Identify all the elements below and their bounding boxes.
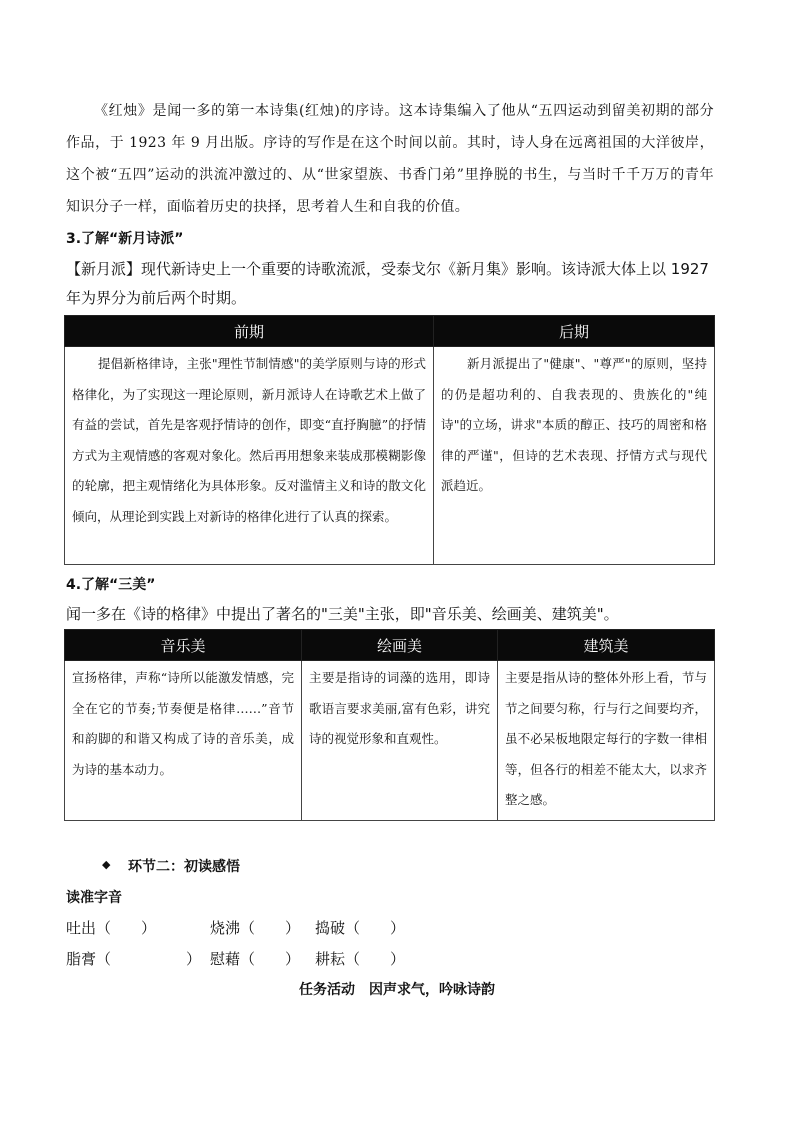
table-header-painting: 绘画美 bbox=[302, 630, 498, 661]
table-header-architecture: 建筑美 bbox=[498, 630, 715, 661]
section-3-heading: 3.了解“新月诗派” bbox=[66, 231, 184, 247]
table-header-late: 后期 bbox=[434, 316, 715, 347]
early-period-cell: 提倡新格律诗，主张"理性节制情感"的美学原则与诗的形式格律化，为了实现这一理论原则，新月派诗人在诗歌艺术上做了有益的尝试，首先是客观抒情诗的创作，即变“直抒胸臆”的抒情方式为主观情感的客观对象化。然后再用想象来装成那模糊影像的轮廓，把主观情绪化为具体形象。反对滥情主义和诗的散文化倾向，从理论到实践上对新诗的格律化进行了认真的探索。 bbox=[65, 347, 434, 565]
task-activity-title: 任务活动 因声求气，吟咏诗韵 bbox=[299, 982, 495, 998]
pronunciation-item: 捣破（ ） bbox=[315, 919, 406, 937]
section-4-text: 闻一多在《诗的格律》中提出了著名的"三美"主张，即"音乐美、绘画美、建筑美"。 bbox=[66, 605, 619, 623]
pronunciation-item: 烧沸（ ） bbox=[210, 919, 301, 937]
painting-beauty-cell: 主要是指诗的词藻的选用，即诗歌语言要求美丽,富有色彩，讲究诗的视觉形象和直观性。 bbox=[302, 661, 498, 821]
table-row bbox=[65, 661, 715, 821]
table-header-early: 前期 bbox=[65, 316, 434, 347]
section-3-text: 【新月派】现代新诗史上一个重要的诗歌流派，受泰戈尔《新月集》影响。该诗派大体上以 1927 年为界分为前后两个时期。 bbox=[66, 260, 709, 307]
reading-title: 读准字音 bbox=[66, 890, 122, 906]
stage-2-heading: 环节二：初读感悟 bbox=[128, 859, 240, 875]
table-header-row bbox=[65, 630, 715, 661]
pronunciation-item: 耕耘（ ） bbox=[315, 950, 406, 968]
late-period-cell: 新月派提出了"健康"、"尊严"的原则，坚持的仍是超功利的、自我表现的、贵族化的"纯诗"的立场，讲求"本质的醇正、技巧的周密和格律的严谨"，但诗的艺术表现、抒情方式与现代派趋近。 bbox=[434, 347, 715, 565]
architecture-beauty-cell: 主要是指从诗的整体外形上看，节与节之间要匀称，行与行之间要均齐，虽不必呆板地限定每行的字数一律相等，但各行的相差不能太大，以求齐整之感。 bbox=[498, 661, 715, 821]
crescent-school-table bbox=[64, 315, 715, 565]
table-row bbox=[65, 347, 715, 565]
pronunciation-item: 吐出（ ） bbox=[66, 919, 157, 937]
music-beauty-cell: 宣扬格律，声称“诗所以能激发情感，完全在它的节奏;节奏便是格律……”音节和韵脚的和谐又构成了诗的音乐美，成为诗的基本动力。 bbox=[65, 661, 302, 821]
pronunciation-item: 脂膏（ ） bbox=[66, 950, 202, 968]
table-header-music: 音乐美 bbox=[65, 630, 302, 661]
section-4-heading: 4.了解“三美” bbox=[66, 577, 156, 593]
intro-paragraph: 《红烛》是闻一多的第一本诗集(红烛)的序诗。这本诗集编入了他从“五四运动到留美初期的部分作品，于 1923 年 9 月出版。序诗的写作是在这个时间以前。其时，诗人身在远离祖国的大洋彼岸，这个被“五四”运动的洪流冲激过的、从“世家望族、书香门弟”里挣脱的书生，与当时千千万万的青年知识分子一样，面临着历史的抉择，思考着人生和自我的价值。 bbox=[66, 103, 714, 215]
diamond-bullet-icon: ◆ bbox=[102, 858, 111, 871]
table-header-row bbox=[65, 316, 715, 347]
three-beauties-table bbox=[64, 629, 715, 821]
pronunciation-item: 慰藉（ ） bbox=[210, 950, 301, 968]
